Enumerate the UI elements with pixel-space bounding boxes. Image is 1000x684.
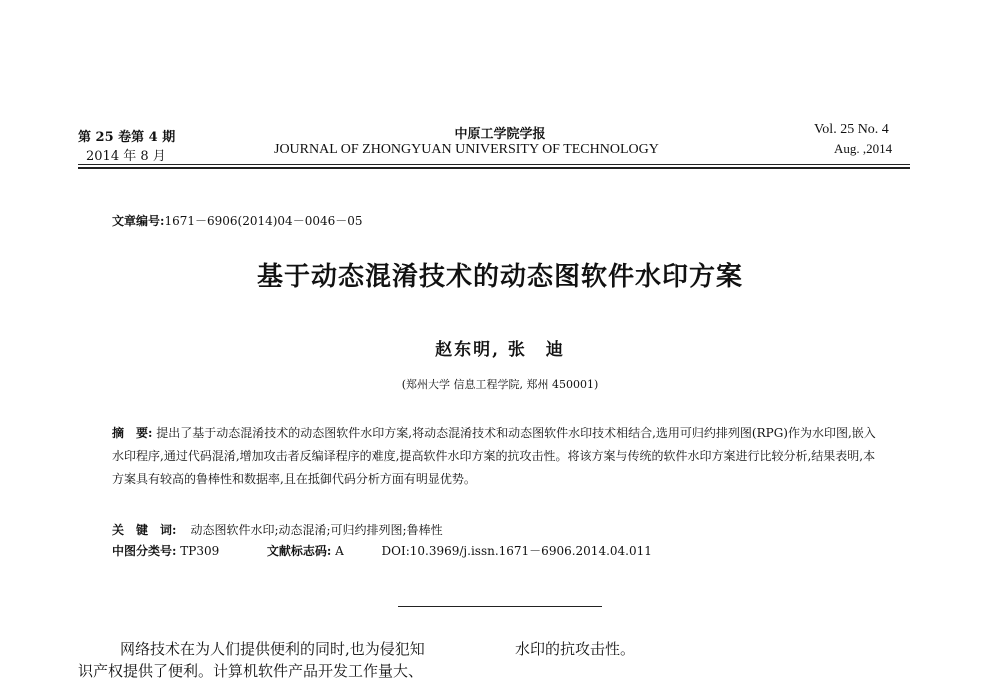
section-separator bbox=[398, 606, 602, 607]
affiliation: (郑州大学 信息工程学院, 郑州 450001) bbox=[401, 378, 599, 391]
paper-title: 基于动态混淆技术的动态图软件水印方案 bbox=[256, 262, 743, 292]
header-rule-thick bbox=[78, 167, 910, 169]
abstract-label: 摘 要: bbox=[112, 426, 153, 440]
journal-name-cn: 中原工学院学报 bbox=[454, 127, 546, 142]
clc-value: TP309 bbox=[180, 544, 220, 558]
volume-number: Vol. 25 No. 4 bbox=[814, 122, 889, 137]
doc-code-value: A bbox=[335, 544, 344, 558]
authors: 赵东明, 张 迪 bbox=[435, 340, 565, 360]
body-text-line-right: 水印的抗攻击性。 bbox=[515, 640, 636, 658]
clc-label: 中图分类号: bbox=[112, 544, 177, 558]
body-text-line: 识产权提供了便利。计算机软件产品开发工作量大、 bbox=[78, 662, 424, 680]
article-number-value: 1671－6906(2014)04－0046－05 bbox=[164, 214, 363, 228]
issue-date: 2014 年 8 月 bbox=[86, 149, 166, 164]
journal-name-en: JOURNAL OF ZHONGYUAN UNIVERSITY OF TECHNOLOGY bbox=[274, 142, 659, 157]
keywords bbox=[112, 521, 443, 538]
abstract bbox=[112, 422, 880, 491]
body-text-line: 网络技术在为人们提供便利的同时,也为侵犯知 bbox=[120, 640, 425, 658]
article-number-label: 文章编号: bbox=[112, 214, 165, 228]
issue-date-en: Aug. ,2014 bbox=[834, 141, 893, 156]
doi: DOI:10.3969/j.issn.1671－6906.2014.04.011 bbox=[381, 544, 652, 558]
header-rule-thin bbox=[78, 164, 910, 165]
keywords-label: 关 键 词: bbox=[112, 523, 177, 537]
classification-line bbox=[112, 542, 652, 559]
keywords-text: 动态图软件水印;动态混淆;可归约排列图;鲁棒性 bbox=[190, 523, 443, 537]
issue-number: 第 25 卷第 4 期 bbox=[78, 130, 176, 145]
abstract-text: 提出了基于动态混淆技术的动态图软件水印方案,将动态混淆技术和动态图软件水印技术相结合,选用可归约排列图(RPG)作为水印图,嵌入水印程序,通过代码混淆,增加攻击者反编译程序的难度,提高软件水印方案的抗攻击性。将该方案与传统的软件水印方案进行比较分析,结果表明,本方案具有较高的鲁棒性和数据率,且在抵御代码分析方面有明显优势。 bbox=[112, 426, 876, 486]
article-number bbox=[112, 212, 363, 229]
doc-code-label: 文献标志码: bbox=[266, 544, 332, 558]
